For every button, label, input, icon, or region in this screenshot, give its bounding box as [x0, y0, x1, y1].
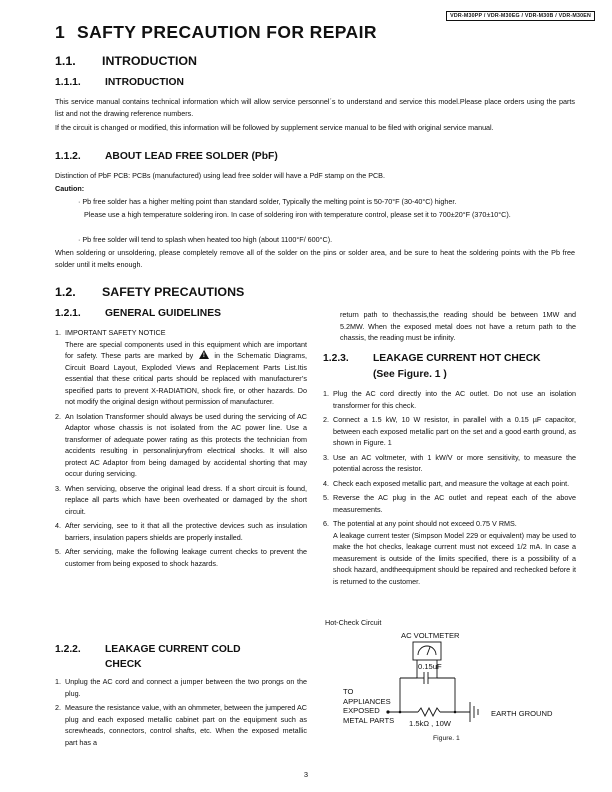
warning-triangle-icon — [199, 350, 209, 359]
soldering-paragraph: When soldering or unsoldering, please completely remove all of the solder on the pins or solder area, and be sure to heat the soldering points with the Pb free solder until it melts enough. — [55, 248, 575, 269]
list-item — [55, 327, 307, 408]
list-number: 4. — [323, 478, 329, 488]
list-item — [323, 492, 576, 515]
list-item — [55, 546, 307, 569]
list-item — [55, 676, 307, 699]
list-item — [55, 520, 307, 543]
list-text: Check each exposed metallic part, and measure the voltage at each point. — [333, 478, 570, 488]
list-number: 6. — [323, 519, 329, 528]
section-number: 1.2. — [55, 285, 76, 299]
section-number: 1.2.3. — [323, 353, 349, 364]
section-title: ABOUT LEAD FREE SOLDER (PbF) — [105, 151, 278, 162]
list-text: After servicing, see to it that all the protective devices such as insulation barriers, insulation papers shields are properly installed. — [65, 521, 307, 542]
intro-paragraph-2: If the circuit is changed or modified, this information will be followed by supplement service manual to be filed with original service manual. — [55, 123, 494, 132]
section-title-line-2: (See Figure. 1 ) — [373, 369, 447, 380]
section-number: 1.1.2. — [55, 151, 81, 162]
list-item — [55, 411, 307, 480]
section-1-2-3-heading — [323, 351, 541, 383]
list-item — [55, 702, 307, 748]
safety-notice-text: There are special components used in this equipment which are important for safety. These parts are marked by — [65, 339, 307, 360]
caution-label: Caution: — [55, 184, 85, 193]
section-number: 1.2.1. — [55, 308, 81, 319]
section-title: SAFETY PRECAUTIONS — [102, 285, 245, 299]
leakage-tester-text: A leakage current tester (Simpson Model 229 or equivalent) may be used to make the hot checks, leakage current must not exceed 1/2 mA. In case a measurement is outside of the limits specified, there is a possibility of a shock hazard, andtheequipment should be repaired and rechecked before it is returned to the customer. — [333, 530, 576, 586]
section-title: INTRODUCTION — [105, 77, 184, 88]
voltmeter-dial — [418, 646, 436, 655]
appliance-label-line: TO — [343, 687, 354, 696]
appliance-label-line: APPLIANCES — [343, 696, 391, 706]
chapter-title-text: SAFTY PRECAUTION FOR REPAIR — [77, 22, 377, 42]
caution-bullet-1: · Pb free solder has a higher melting point than standard solder, Typically the melting point is 50-70°F (30-40°C) higher. — [78, 197, 457, 206]
list-number: 1. — [55, 328, 61, 337]
list-number: 1. — [55, 677, 61, 686]
appliance-label — [343, 687, 394, 725]
section-1-1-2-heading — [55, 151, 278, 162]
list-item — [323, 388, 576, 411]
intro-paragraph-1: This service manual contains technical information which will allow service personnel´s to understand and service this model.Please place orders using the parts list and not the drawing reference numbers. — [55, 97, 575, 118]
capacitor-label: 0.15uF — [418, 662, 442, 671]
voltmeter-label: AC VOLTMETER — [401, 631, 460, 640]
list-item — [323, 518, 576, 587]
list-item — [55, 483, 307, 518]
earth-ground-label: EARTH GROUND — [491, 709, 553, 718]
section-1-2-2-heading — [55, 642, 241, 672]
section-1-1-1-heading — [55, 77, 184, 88]
list-number: 5. — [55, 547, 61, 556]
appliance-label-line: METAL PARTS — [343, 715, 395, 725]
list-number: 2. — [55, 703, 61, 712]
appliance-label-line: EXPOSED — [343, 706, 380, 715]
list-text — [333, 518, 576, 587]
section-number: 1.2.2. — [55, 644, 81, 655]
resistor-label: 1.5kΩ , 10W — [409, 719, 451, 728]
list-number: 4. — [55, 521, 61, 530]
list-text-line: The potential at any point should not exceed 0.75 V RMS. — [333, 519, 517, 528]
cold-check-continued: return path to thechassis,the reading should be between 1MW and 5.2MW. When the exposed metal does not have a return path to the chassis, the reading must be infinity. — [340, 310, 576, 342]
resistor-symbol — [418, 708, 440, 716]
chapter-title — [55, 22, 377, 43]
chapter-number: 1 — [55, 22, 66, 42]
list-item — [323, 478, 576, 490]
figure-caption: Figure. 1 — [433, 735, 460, 742]
page-number: 3 — [303, 770, 309, 779]
section-1-1-heading — [55, 54, 197, 68]
list-number: 3. — [323, 452, 329, 462]
list-text: Reverse the AC plug in the AC outlet and repeat each of the above measurements. — [333, 493, 576, 514]
section-1-2-1-heading — [55, 308, 221, 319]
model-number-tag: VDR-M30PP / VDR-M30EG / VDR-M30B / VDR-M30EN — [446, 11, 595, 21]
section-title-line-2: CHECK — [105, 659, 142, 670]
list-text: An Isolation Transformer should always be used during the servicing of AC Adaptor whose chassis is not isolated from the AC power line. Use a transformer of adequate power rating as this protects the technician from accidents resulting in personalinjuryfrom electrical shocks. It will also protect AC Adaptor from being damaged by accidental shorting that may occur during servicing. — [65, 411, 307, 478]
voltmeter-box — [413, 642, 441, 660]
list-text: After servicing, make the following leakage current checks to prevent the customer from being exposed to shock hazards. — [65, 547, 307, 568]
hot-check-circuit-label: Hot-Check Circuit — [325, 618, 382, 627]
list-text: Connect a 1.5 kW, 10 W resistor, in parallel with a 0.15 µF capacitor, between each exposed metallic part on the set and a good earth ground, as shown in Figure. 1 — [333, 415, 576, 447]
list-text — [65, 327, 307, 408]
list-text: Use an AC voltmeter, with 1 kW/V or more sensitivity, to measure the potential across the resistor. — [333, 452, 576, 473]
list-number: 3. — [55, 483, 61, 493]
voltmeter-needle — [427, 647, 430, 655]
list-text: Unplug the AC cord and connect a jumper between the two prongs on the plug. — [65, 677, 307, 698]
list-number: 2. — [55, 411, 61, 421]
cold-check-list — [55, 676, 307, 751]
list-number: 5. — [323, 493, 329, 502]
general-guidelines-list — [55, 327, 307, 572]
safety-notice-text-continued: in the Schematic Diagrams, Circuit Board Layout, Exploded Views and Replacement Parts List.Itis essential that these critical parts should be replaced with manufacturer’s specified parts to prevent X-RADIATION, shock fire, or other hazards. Do not modify the original design without permission of manufacturer. — [65, 351, 307, 406]
list-item — [323, 414, 576, 449]
list-text: Measure the resistance value, with an ohmmeter, between the jumpered AC plug and each exposed metallic cabinet part on the equipment such as screwheads, connectors, control shafts, etc. When the exposed metallic part has a — [65, 703, 307, 747]
list-text: When servicing, observe the original lead dress. If a short circuit is found, replace all parts which have been overheated or damaged by the short circuit. — [65, 483, 307, 516]
section-1-2-heading — [55, 285, 244, 299]
section-number: 1.1.1. — [55, 77, 81, 88]
safety-notice-heading: IMPORTANT SAFETY NOTICE — [65, 328, 166, 337]
pbf-distinction-text: Distinction of PbF PCB: PCBs (manufactured) using lead free solder will have a PdF stamp on the PCB. — [55, 171, 385, 180]
caution-bullet-2: · Pb free solder will tend to splash when heated too high (about 1100°F/ 600°C). — [78, 235, 333, 244]
list-item — [323, 452, 576, 475]
section-title: LEAKAGE CURRENT COLD — [105, 644, 241, 655]
section-title: GENERAL GUIDELINES — [105, 308, 221, 319]
hot-check-list — [323, 388, 576, 590]
list-number: 2. — [323, 415, 329, 424]
caution-bullet-1-continued: Please use a high temperature soldering iron. In case of soldering iron with temperature control, please set it to 700±20°F (370±10°C). — [84, 210, 511, 219]
section-number: 1.1. — [55, 54, 76, 68]
section-title: LEAKAGE CURRENT HOT CHECK — [373, 353, 541, 364]
list-text: Plug the AC cord directly into the AC outlet. Do not use an isolation transformer for this check. — [333, 389, 576, 410]
section-title: INTRODUCTION — [102, 54, 197, 68]
list-number: 1. — [323, 389, 329, 398]
